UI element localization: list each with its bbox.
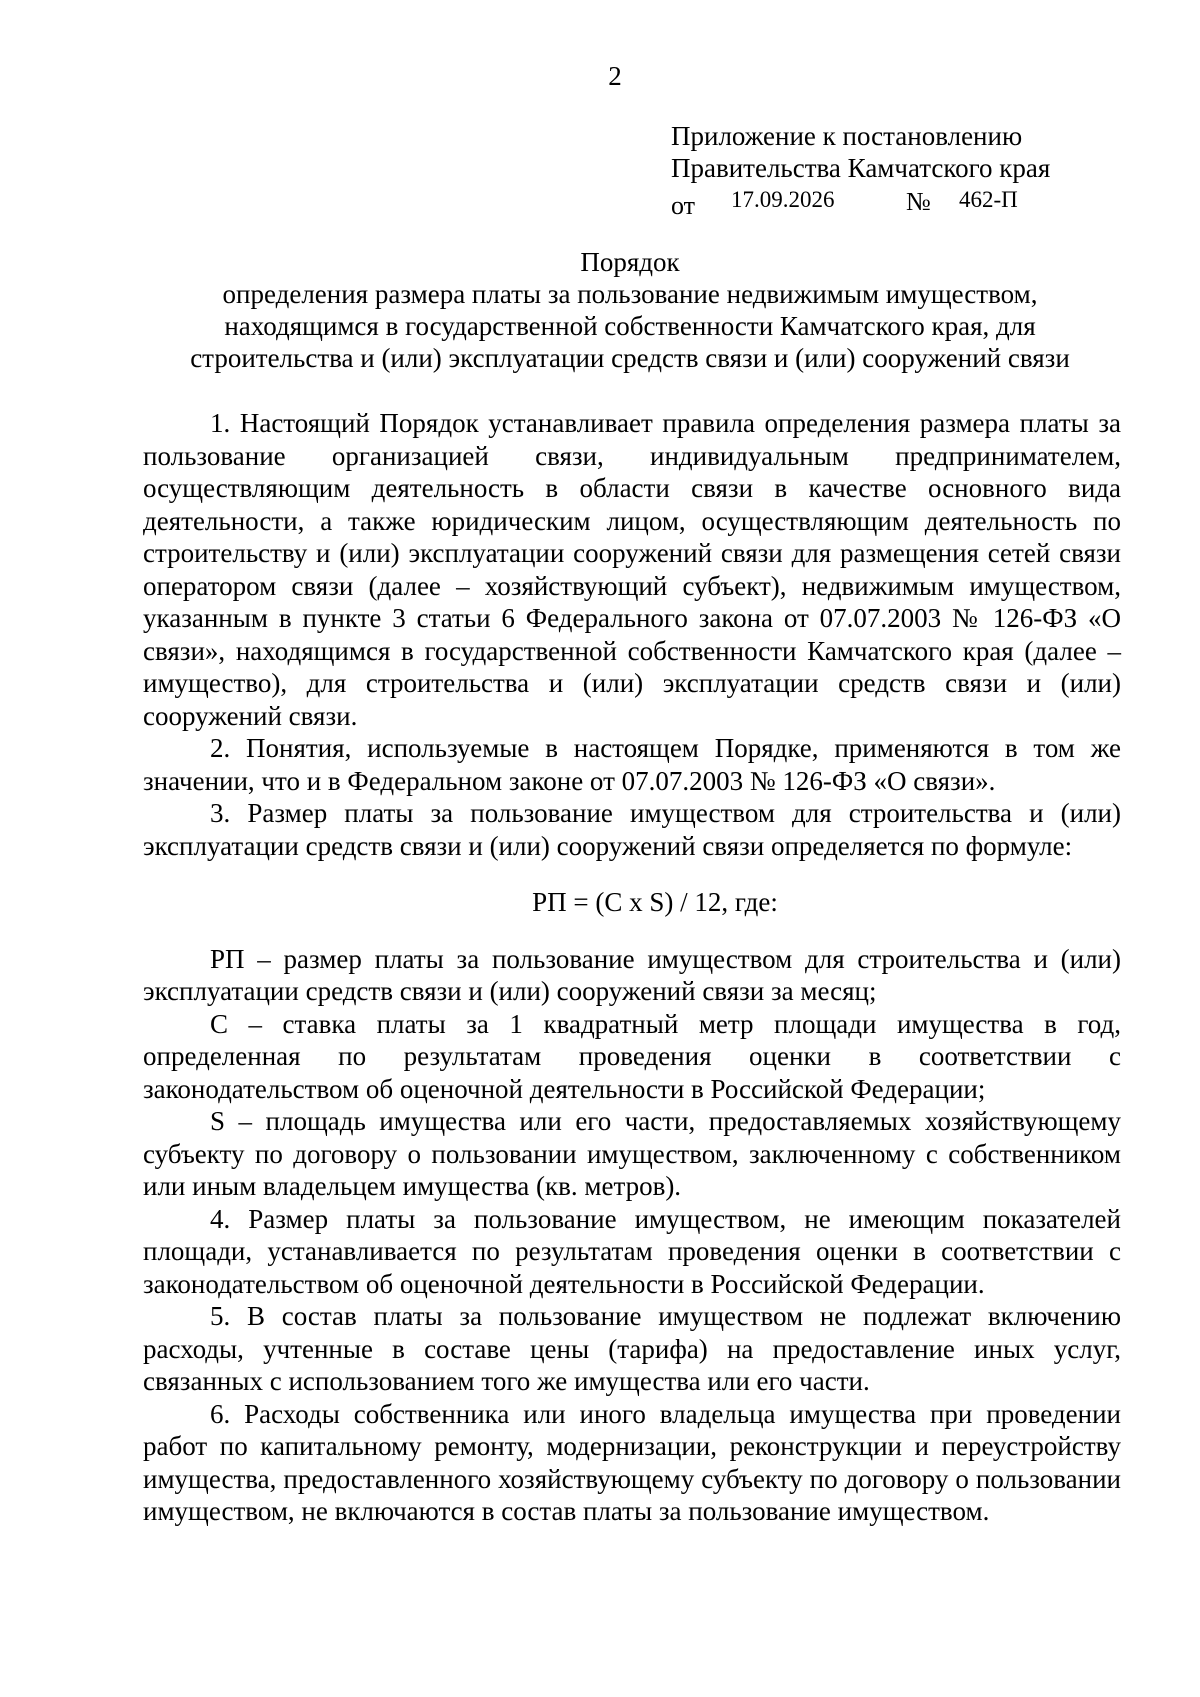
paragraph-6: 6. Расходы собственника или иного владельца имущества при проведении работ по капитальному ремонту, модернизации, реконструкции и переустройству имущества, предоставленного хозяйствующему субъекту по договору о пользовании имуществом, не включаются в состав платы за пользование имуществом.	[143, 1398, 1121, 1526]
definition-c: С – ставка платы за 1 квадратный метр площади имущества в год, определенная по результатам проведения оценки в соответствии с законодательством об оценочной деятельности в Российской Федерации;	[143, 1008, 1121, 1104]
title-heading: Порядок	[580, 247, 680, 277]
title-line-3: строительства и (или) эксплуатации средств связи и (или) сооружений связи	[190, 343, 1070, 373]
page-number: 2	[608, 61, 622, 91]
paragraph-1: 1. Настоящий Порядок устанавливает правила определения размера платы за пользование организацией связи, индивидуальным предпринимателем, осуществляющим деятельность в области связи в качестве основного вида деятельности, а также юридическим лицом, осуществляющим деятельность по строительству и (или) эксплуатации сооружений связи для размещения сетей связи оператором связи (далее – хозяйствующий субъект), недвижимым имуществом, указанным в пункте 3 статьи 6 Федерального закона от 07.07.2003 № 126-ФЗ «О связи», находящимся в государственной собственности Камчатского края (далее – имущество), для строительства и (или) эксплуатации средств связи и (или) сооружений связи.	[143, 408, 1121, 731]
date-label: от	[671, 191, 696, 220]
paragraph-5: 5. В состав платы за пользование имуществом не подлежат включению расходы, учтенные в составе цены (тарифа) на предоставление иных услуг, связанных с использованием того же имущества или его части.	[143, 1301, 1121, 1396]
appendix-line-2: Правительства Камчатского края	[671, 153, 1051, 183]
document-title	[150, 246, 1110, 374]
title-line-2: находящимся в государственной собственности Камчатского края, для	[224, 311, 1036, 341]
document-body	[143, 407, 1121, 1528]
paragraph-4: 4. Размер платы за пользование имуществом, не имеющим показателей площади, устанавливается по результатам проведения оценки в соответствии с законодательством об оценочной деятельности в Российской Федерации.	[143, 1203, 1121, 1299]
definition-rp: РП – размер платы за пользование имуществом для строительства и (или) эксплуатации средств связи и (или) сооружений связи за месяц;	[143, 943, 1121, 1006]
appendix-line-1: Приложение к постановлению	[671, 121, 1023, 151]
paragraph-3: 3. Размер платы за пользование имуществом для строительства и (или) эксплуатации средств связи и (или) сооружений связи определяется по формуле:	[143, 798, 1121, 861]
number-label: №	[906, 187, 931, 216]
paragraph-2: 2. Понятия, используемые в настоящем Порядке, применяются в том же значении, что и в Федеральном законе от 07.07.2003 № 126-ФЗ «О связи».	[143, 733, 1121, 796]
appendix-date-row	[671, 184, 1171, 220]
appendix-header	[671, 120, 1171, 220]
number-value: 462-П	[959, 187, 1018, 212]
definition-s: S – площадь имущества или его части, предоставляемых хозяйствующему субъекту по договору о пользовании имуществом, заключенному с собственником или иным владельцем имущества (кв. метров).	[143, 1106, 1121, 1201]
date-value: 17.09.2026	[731, 187, 835, 212]
formula: РП = (C x S) / 12, где:	[532, 887, 778, 917]
title-line-1: определения размера платы за пользование недвижимым имуществом,	[222, 279, 1038, 309]
